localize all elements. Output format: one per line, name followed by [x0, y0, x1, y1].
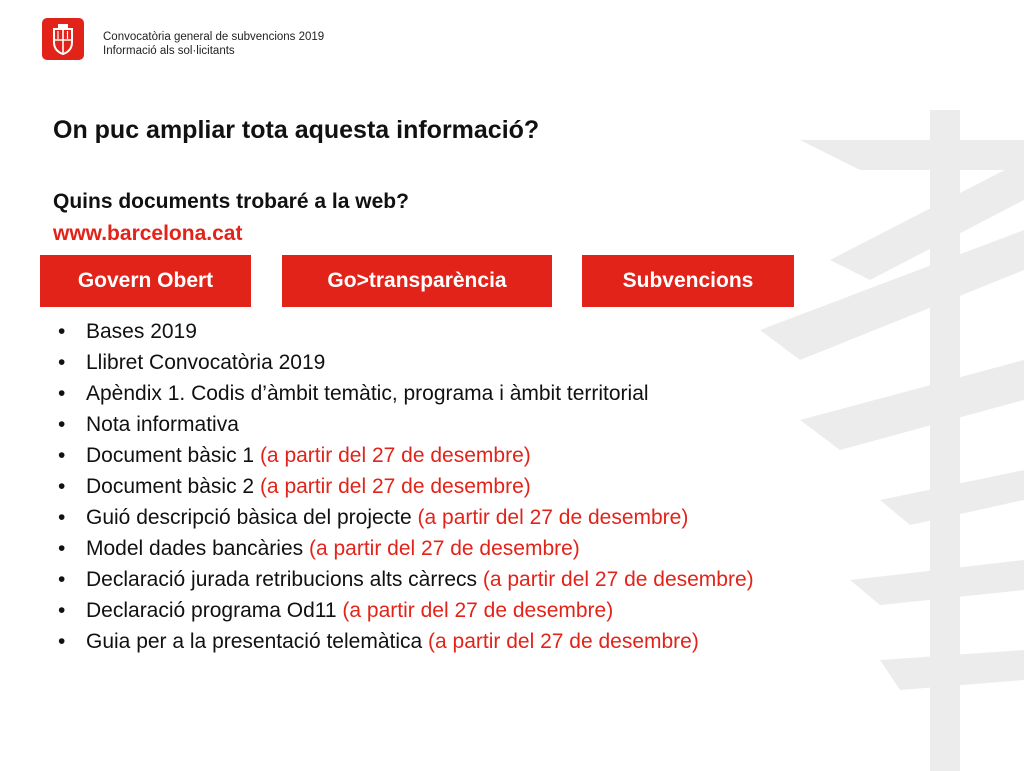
bullet: •: [58, 413, 66, 436]
bullet: •: [58, 568, 66, 591]
crest-icon: [42, 18, 84, 60]
list-item: [58, 626, 858, 657]
availability-note: (a partir del 27 de desembre): [342, 599, 614, 622]
document-name: Guia per a la presentació telemàtica: [86, 630, 423, 653]
document-name: Model dades bancàries: [86, 537, 304, 560]
document-name: Document bàsic 1: [86, 444, 255, 467]
availability-note: (a partir del 27 de desembre): [308, 537, 580, 560]
document-name: Nota informativa: [86, 413, 239, 436]
page-title: On puc ampliar tota aquesta informació?: [53, 116, 540, 144]
list-item: [58, 502, 858, 533]
availability-note: (a partir del 27 de desembre): [417, 506, 689, 529]
bullet: •: [58, 382, 66, 405]
availability-note: (a partir del 27 de desembre): [259, 475, 531, 498]
page-subtitle: Quins documents trobaré a la web?: [53, 190, 409, 213]
list-item: [58, 564, 858, 595]
header-line-1: Convocatòria general de subvencions 2019: [103, 31, 325, 43]
document-name: Document bàsic 2: [86, 475, 255, 498]
barcelona-logo: [42, 18, 84, 60]
list-item: [58, 347, 858, 378]
list-item: [58, 316, 858, 347]
document-name: Guió descripció bàsica del projecte: [86, 506, 412, 529]
document-name: Apèndix 1. Codis d’àmbit temàtic, programa i àmbit territorial: [86, 382, 649, 405]
document-name: Llibret Convocatòria 2019: [86, 351, 326, 374]
availability-note: (a partir del 27 de desembre): [259, 444, 531, 467]
document-name: Bases 2019: [86, 320, 197, 343]
documents-list: [58, 316, 858, 657]
document-name: Declaració jurada retribucions alts càrrecs: [86, 568, 477, 591]
bullet: •: [58, 475, 66, 498]
subvencions-button[interactable]: Subvencions: [582, 255, 794, 307]
bullet: •: [58, 506, 66, 529]
website-link[interactable]: www.barcelona.cat: [53, 222, 243, 245]
list-item: [58, 471, 858, 502]
header-line-2: Informació als sol·licitants: [103, 45, 235, 57]
bullet: •: [58, 320, 66, 343]
bullet: •: [58, 444, 66, 467]
go-transparencia-button[interactable]: Go>transparència: [282, 255, 552, 307]
bullet: •: [58, 630, 66, 653]
bullet: •: [58, 537, 66, 560]
bullet: •: [58, 599, 66, 622]
document-name: Declaració programa Od11: [86, 599, 337, 622]
bullet: •: [58, 351, 66, 374]
header-text: [103, 30, 324, 58]
list-item: [58, 440, 858, 471]
list-item: [58, 533, 858, 564]
govern-obert-button[interactable]: Govern Obert: [40, 255, 251, 307]
availability-note: (a partir del 27 de desembre): [482, 568, 754, 591]
list-item: [58, 378, 858, 409]
list-item: [58, 409, 858, 440]
list-item: [58, 595, 858, 626]
availability-note: (a partir del 27 de desembre): [428, 630, 699, 653]
